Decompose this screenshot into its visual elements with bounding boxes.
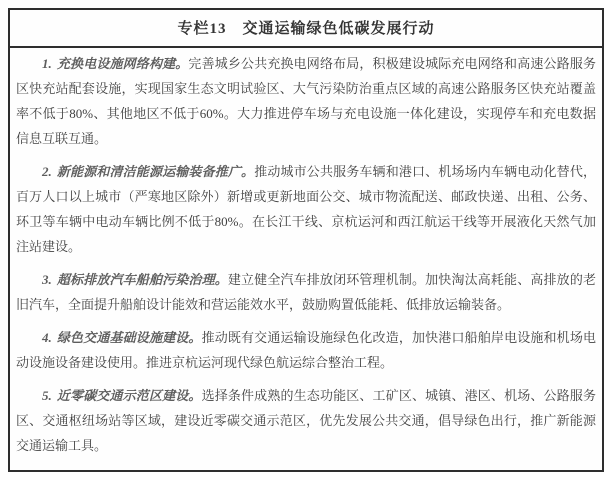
paragraph-1	[16, 51, 596, 151]
paragraph-3	[16, 267, 596, 317]
paragraph-4-number: 4.	[42, 330, 52, 345]
paragraph-3-heading: 超标排放汽车船舶污染治理。	[56, 272, 228, 287]
column-title-row	[10, 10, 602, 48]
paragraph-2-heading: 新能源和清洁能源运输装备推广。	[56, 164, 255, 179]
paragraph-2-number: 2.	[42, 164, 52, 179]
paragraph-5-number: 5.	[42, 388, 52, 403]
paragraph-1-number: 1.	[42, 56, 52, 71]
paragraph-2	[16, 159, 596, 259]
paragraph-5	[16, 383, 596, 458]
paragraph-4-text: 推动既有交通运输设施绿色化改造，加快港口船舶岸电设施和机场电动设施设备建设使用。推进京杭运河现代绿色航运综合整治工程。	[16, 330, 596, 370]
paragraph-5-text: 选择条件成熟的生态功能区、工矿区、城镇、港区、机场、公路服务区、交通枢纽场站等区域，建设近零碳交通示范区，优先发展公共交通，倡导绿色出行，推广新能源交通运输工具。	[16, 388, 596, 453]
paragraph-1-text: 完善城乡公共充换电网络布局，积极建设城际充电网络和高速公路服务区快充站配套设施，实现国家生态文明试验区、大气污染防治重点区域的高速公路服务区快充站覆盖率不低于80%、其他地区不低于60%。大力推进停车场与充电设施一体化建设，实现停车和充电数据信息互联互通。	[16, 56, 596, 146]
column-box	[8, 8, 604, 472]
paragraph-4-heading: 绿色交通基础设施建设。	[56, 330, 202, 345]
column-title: 专栏13 交通运输绿色低碳发展行动	[177, 21, 435, 37]
paragraph-5-heading: 近零碳交通示范区建设。	[56, 388, 202, 403]
paragraph-4	[16, 325, 596, 375]
paragraph-1-heading: 充换电设施网络构建。	[56, 56, 189, 71]
paragraph-2-text: 推动城市公共服务车辆和港口、机场场内车辆电动化替代，百万人口以上城市（严寒地区除外）新增或更新地面公交、城市物流配送、邮政快递、出租、公务、环卫等车辆中电动车辆比例不低于80%。在长江干线、京杭运河和西江航运干线等开展液化天然气加注站建设。	[16, 164, 596, 254]
paragraph-3-text: 建立健全汽车排放闭环管理机制。加快淘汰高耗能、高排放的老旧汽车，全面提升船舶设计能效和营运能效水平，鼓励购置低能耗、低排放运输装备。	[16, 272, 596, 312]
column-body	[10, 48, 602, 470]
paragraph-3-number: 3.	[42, 272, 52, 287]
